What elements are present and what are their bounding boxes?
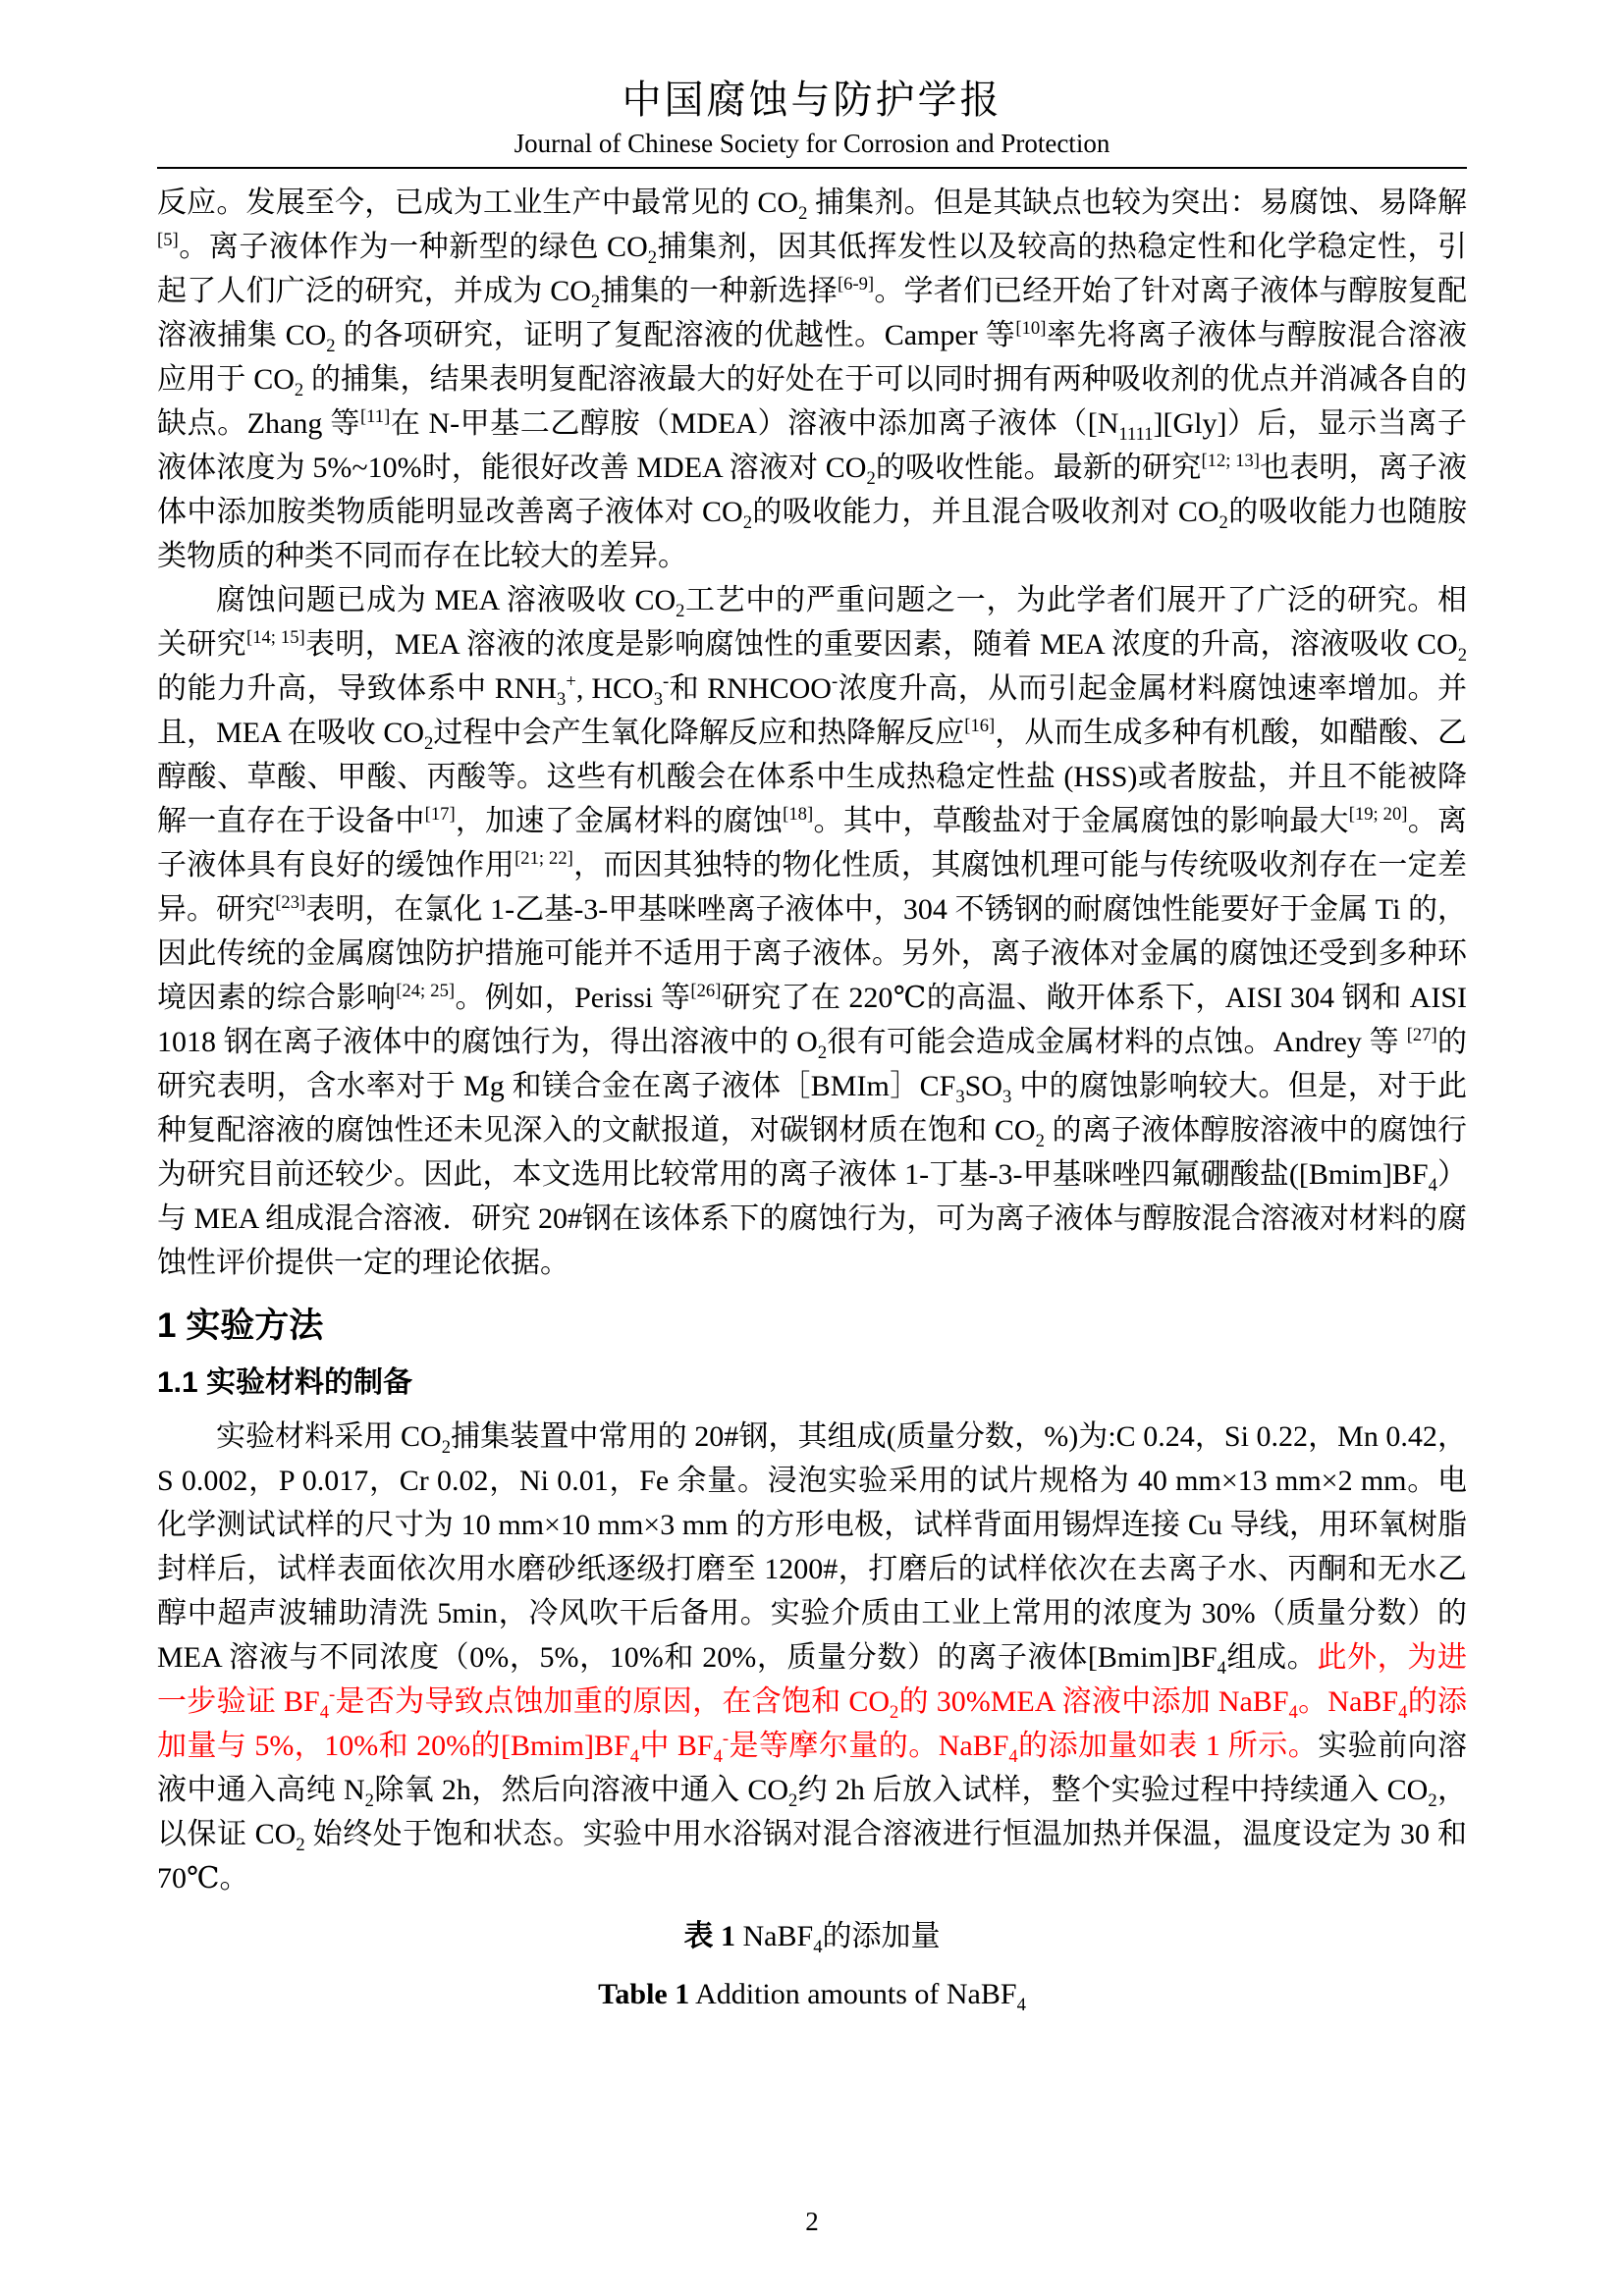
text-run: 的研究表明，含水率对于 Mg 和镁合金在离子液体［BMIm］CF [157, 1026, 1467, 1102]
text-run: 的捕集，结果表明复配溶液最大的好处在于可以同时拥有两种吸收剂的优点并消减各自的缺点。Zhang 等 [157, 363, 1467, 440]
sub-text-run: 2 [890, 1701, 899, 1723]
sup-text-run: [10] [1015, 318, 1047, 339]
sup-text-run: [23] [275, 892, 306, 913]
sub-text-run: 2 [294, 380, 304, 400]
text-run: 工艺中的严重问题之一，为此学者们展开了广泛的研究。相关研究 [157, 584, 1468, 661]
sub-text-run: 4 [1016, 1994, 1026, 2015]
text-run: Addition amounts of NaBF [689, 1977, 1017, 2010]
text-run: 中的腐蚀影响较大。但是，对于此种复配溶液的腐蚀性还未见深入的文献报道，对碳钢材质在饱和 CO [157, 1070, 1467, 1147]
sub-text-run: 2 [1035, 1131, 1045, 1151]
page-number: 2 [805, 2207, 819, 2236]
sup-text-run: - [831, 671, 839, 692]
text-run: 是等摩尔量的。NaBF [729, 1729, 1009, 1762]
sub-text-run: 2 [817, 1042, 828, 1063]
text-run: 浓度升高，从而引起金属材料腐蚀速率增加。并且，MEA 在吸收 CO [157, 672, 1467, 749]
text-run: 的添加量与 5%，10%和 20%的[Bmim]BF [157, 1684, 1467, 1762]
text-run: 实验材料采用 CO [216, 1419, 442, 1453]
page-footer [0, 2207, 1624, 2237]
sub-text-run: 3 [955, 1087, 965, 1107]
sub-text-run: 2 [1457, 645, 1467, 666]
text-run: 的离子液体醇胺溶液中的腐蚀行为研究目前还较少。因此，本文选用比较常用的离子液体 1-丁基-3-甲基咪唑四氟硼酸盐([Bmim]BF [157, 1114, 1468, 1191]
sub-text-run: 2 [441, 1436, 452, 1458]
text-run: 的吸收能力也随胺类物质的种类不同而存在比较大的差异。 [157, 496, 1467, 572]
text-run: ，而因其独特的物化性质，其腐蚀机理可能与传统吸收剂存在一定差异。研究 [157, 849, 1468, 926]
sub-text-run: 2 [364, 1789, 374, 1811]
sub-text-run: 4 [1217, 1657, 1226, 1679]
text-run: 中 BF [638, 1729, 714, 1762]
sub-text-run: 2 [866, 468, 876, 489]
sup-text-run: - [663, 671, 670, 692]
sup-text-run: [11] [359, 406, 391, 427]
sub-text-run: 4 [813, 1936, 823, 1957]
text-run: 表明，MEA 溶液的浓度是影响腐蚀性的重要因素，随着 MEA 浓度的升高，溶液吸收 CO [304, 628, 1458, 661]
sup-text-run: [6-9] [837, 274, 875, 294]
paragraph-intro-continued [157, 181, 1467, 578]
text-run: 。学者们已经开始了针对离子液体与醇胺复配溶液捕集 CO [157, 275, 1468, 351]
text-run: 1 实验方法 [157, 1307, 324, 1345]
text-run: 1.1 实验材料的制备 [157, 1365, 413, 1399]
sub-text-run: 2 [424, 733, 434, 754]
sub-text-run: 2 [647, 247, 658, 268]
sub-text-run: 4 [1398, 1701, 1408, 1723]
header-rule [157, 167, 1467, 169]
text-run: 。其中，草酸盐对于金属腐蚀的影响最大 [813, 805, 1349, 837]
text-run: 很有可能会造成金属材料的点蚀。Andrey 等 [827, 1026, 1407, 1058]
sub-text-run: 3 [653, 689, 663, 710]
sub-text-run: 2 [788, 1789, 798, 1811]
text-run: 实验前向溶液中通入高纯 N [157, 1729, 1467, 1806]
sub-text-run: 2 [296, 1834, 305, 1855]
sup-text-run: [16] [964, 716, 996, 736]
sub-text-run: 2 [798, 203, 808, 224]
text-run: 过程中会产生氧化降解反应和热降解反应 [433, 717, 965, 749]
document-body [157, 181, 1467, 2016]
text-run: 。NaBF [1297, 1684, 1399, 1718]
text-run: ，以保证 CO [157, 1773, 1467, 1850]
sub-text-run: 4 [713, 1745, 723, 1767]
text-run: ][Gly]）后，显示当离子液体浓度为 5%~10%时，能很好改善 MDEA 溶液对 CO [157, 407, 1468, 484]
text-run: 约 2h 后放入试样，整个实验过程中持续通入 CO [797, 1773, 1429, 1806]
text-run: 和 RNHCOO [669, 672, 832, 705]
table-caption-en [157, 1972, 1467, 2016]
text-run: 捕集剂，因其低挥发性以及较高的热稳定性和化学稳定性，引起了人们广泛的研究，并成为 CO [157, 231, 1467, 307]
text-run: 率先将离子液体与醇胺混合溶液应用于 CO [157, 319, 1468, 396]
text-run: 的吸收能力，并且混合吸收剂对 CO [752, 496, 1219, 528]
text-run: 的能力升高，导致体系中 RNH [157, 672, 558, 705]
sup-text-run: [24; 25] [396, 981, 456, 1001]
text-run: 。离子液体作为一种新型的绿色 CO [178, 231, 648, 263]
sub-text-run: 2 [326, 336, 336, 356]
text-run: 腐蚀问题已成为 MEA 溶液吸收 CO [216, 584, 677, 616]
text-run: 的吸收性能。最新的研究 [875, 452, 1202, 484]
sub-text-run: 4 [1288, 1701, 1298, 1723]
text-run: NaBF [735, 1919, 814, 1952]
text-run: 也表明，离子液体中添加胺类物质能明显改善离子液体对 CO [157, 452, 1468, 528]
sup-text-run: - [328, 1683, 336, 1705]
text-run: 组成。 [1225, 1640, 1318, 1674]
text-run: SO [964, 1070, 1002, 1102]
text-run: 的添加量 [822, 1919, 941, 1952]
sup-text-run: [19; 20] [1348, 804, 1408, 825]
sub-text-run: 2 [1218, 512, 1228, 533]
text-run: 表明，在氯化 1-乙基-3-甲基咪唑离子液体中，304 不锈钢的耐腐蚀性能要好于金属 Ti 的，因此传统的金属腐蚀防护措施可能并不适用于离子液体。另外，离子液体对金属的腐蚀还受到多种环境因素的综合影响 [157, 893, 1468, 1014]
text-run: 。例如，Perissi 等 [455, 982, 691, 1014]
sub-text-run: 3 [557, 689, 567, 710]
text-run: 表 1 [683, 1919, 735, 1952]
sup-text-run: [12; 13] [1201, 451, 1260, 471]
text-run: 反应。发展至今，已成为工业生产中最常见的 CO [157, 187, 799, 219]
section-heading-1 [157, 1301, 1467, 1353]
text-run: , HCO [575, 672, 654, 705]
text-run: ）与 MEA 组成混合溶液．研究 20#钢在该体系下的腐蚀行为，可为离子液体与醇胺混合溶液对材料的腐蚀性评价提供一定的理论依据。 [157, 1158, 1467, 1279]
sub-text-run: 2 [1428, 1789, 1437, 1811]
sub-text-run: 3 [1001, 1087, 1012, 1107]
text-run: 在 N-甲基二乙醇胺（MDEA）溶液中添加离子液体（[N [390, 407, 1119, 440]
text-run: 的各项研究，证明了复配溶液的优越性。Camper 等 [335, 319, 1016, 351]
text-run: 是否为导致点蚀加重的原因，在含饱和 CO [335, 1684, 891, 1718]
text-run: 此外，为进一步验证 BF [157, 1640, 1467, 1718]
text-run: 捕集装置中常用的 20#钢，其组成(质量分数，%)为:C 0.24，Si 0.22，Mn 0.42，S 0.002，P 0.017，Cr 0.02，Ni 0.01，Fe 余量。浸泡实验采用的试片规格为 40 mm×13 mm×2 mm。电化学测试试样的尺寸为 10 mm×10 mm×3 mm 的方形电极，试样背面用锡焊连接 Cu 导线，用环氧树脂封样后，试样表面依次用水磨砂纸逐级打磨至 1200#，打磨后的试样依次在去离子水、丙酮和无水乙醇中超声波辅助清洗 5min，冷风吹干后备用。实验介质由工业上常用的浓度为 30%（质量分数）的 MEA 溶液与不同浓度（0%，5%，10%和 20%，质量分数）的离子液体[Bmim]BF [157, 1419, 1467, 1674]
journal-header [157, 69, 1467, 169]
sub-text-run: 4 [629, 1745, 639, 1767]
journal-title-en: Journal of Chinese Society for Corrosion and Protection [514, 129, 1110, 158]
sup-text-run: [18] [783, 804, 814, 825]
text-run: 捕集剂。但是其缺点也较为突出：易腐蚀、易降解 [807, 187, 1467, 219]
journal-title-zh: 中国腐蚀与防护学报 [622, 78, 1002, 122]
paragraph-experimental-materials [157, 1415, 1467, 1900]
sup-text-run: [5] [157, 230, 179, 250]
text-run: 。离子液体具有良好的缓蚀作用 [157, 805, 1468, 881]
sub-text-run: 4 [1428, 1175, 1437, 1196]
sub-text-run: 2 [590, 292, 601, 312]
sub-text-run: 4 [1008, 1745, 1018, 1767]
text-run: ，加速了金属材料的腐蚀 [455, 805, 784, 837]
text-run: 的 30%MEA 溶液中添加 NaBF [898, 1684, 1289, 1718]
text-run: 除氧 2h，然后向溶液中通入 CO [373, 1773, 788, 1806]
text-run: 研究了在 220℃的高温、敞开体系下，AISI 304 钢和 AISI 1018 钢在离子液体中的腐蚀行为，得出溶液中的 O [157, 982, 1467, 1058]
sup-text-run: - [722, 1728, 730, 1749]
sup-text-run: + [566, 671, 576, 692]
sup-text-run: [14; 15] [246, 627, 305, 648]
sub-text-run: 2 [676, 601, 685, 621]
text-run: Table 1 [598, 1977, 690, 2010]
sup-text-run: [27] [1406, 1025, 1437, 1045]
sub-text-run: 4 [319, 1701, 329, 1723]
sub-text-run: 2 [742, 512, 752, 533]
sup-text-run: [21; 22] [514, 848, 573, 869]
sup-text-run: [17] [424, 804, 456, 825]
table-caption-zh [157, 1914, 1467, 1958]
text-run: ，从而生成多种有机酸，如醋酸、乙醇酸、草酸、甲酸、丙酸等。这些有机酸会在体系中生成热稳定性盐 (HSS)或者胺盐，并且不能被降解一直存在于设备中 [157, 717, 1468, 837]
sup-text-run: [26] [690, 981, 722, 1001]
paragraph-corrosion-review [157, 578, 1467, 1285]
text-run: 始终处于饱和状态。实验中用水浴锅对混合溶液进行恒温加热并保温，温度设定为 30 和 70℃。 [157, 1817, 1467, 1895]
text-run: 捕集的一种新选择 [600, 275, 838, 307]
subsection-heading-1-1 [157, 1361, 1467, 1405]
text-run: 的添加量如表 1 所示。 [1017, 1729, 1319, 1762]
sub-text-run: 1111 [1118, 424, 1154, 445]
